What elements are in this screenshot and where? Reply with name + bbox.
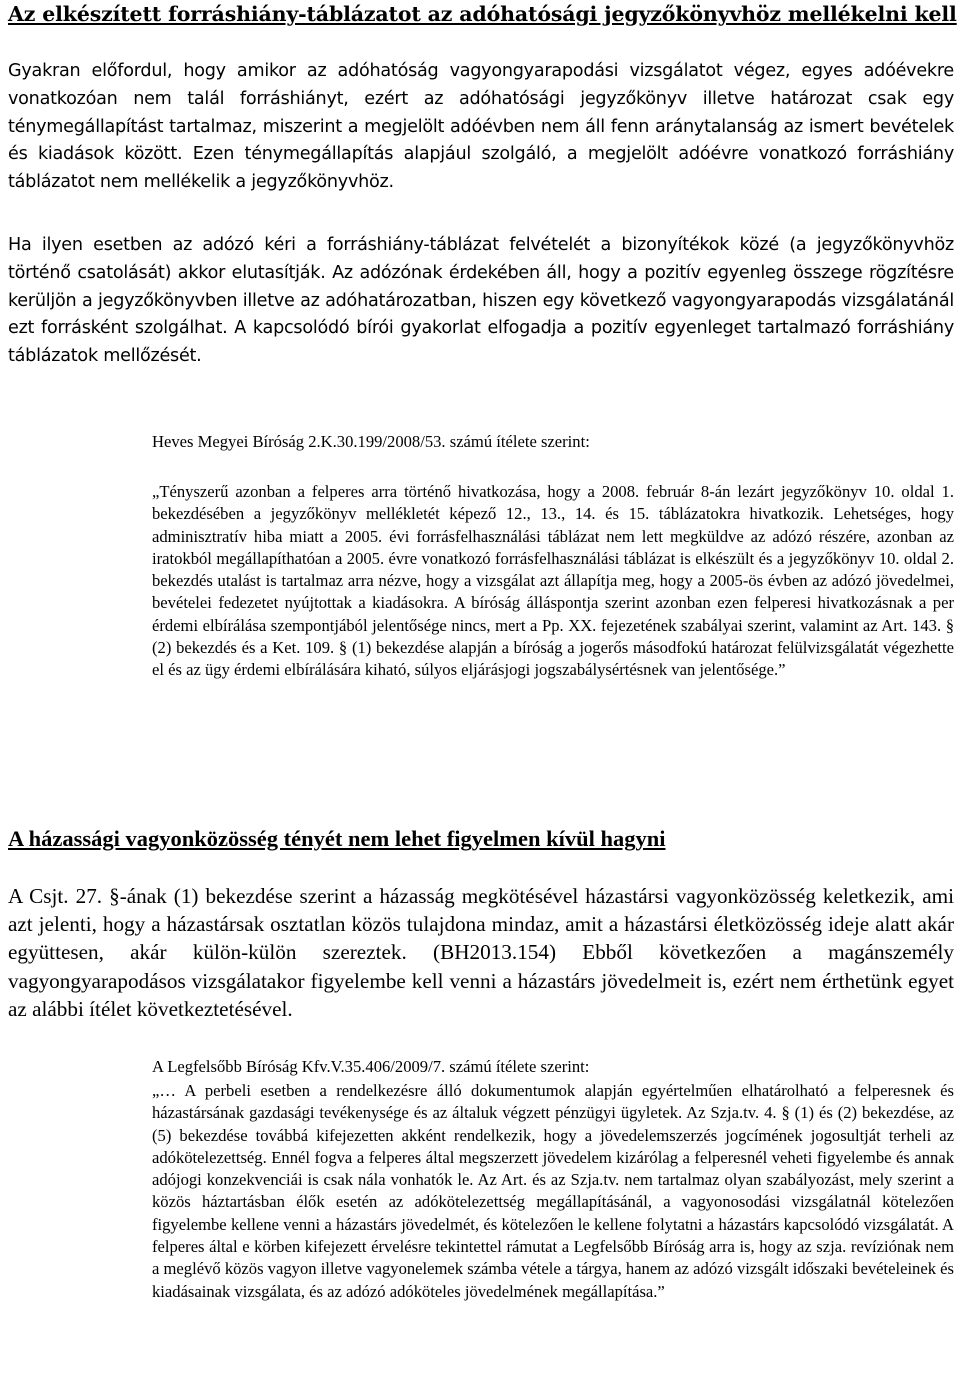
section2-citation: A Legfelsőbb Bíróság Kfv.V.35.406/2009/7. számú ítélete szerint:	[152, 1057, 590, 1076]
section1-heading: Az elkészített forráshiány-táblázatot az adóhatósági jegyzőkönyvhöz mellékelni kell	[8, 2, 957, 26]
section1-quote: „Tényszerű azonban a felperes arra történő hivatkozása, hogy a 2008. február 8-án lezárt jegyzőkönyv 10. oldal 1. bekezdésében a jegyzőkönyv mellékletét képező 12., 13., 14. és 15. táblázatokra hivatkozik. Lehetséges, hogy adminisztratív hiba miatt a 2005. évi forrásfelhasználási táblázat nem lett megküldve az adózó részére, azonban az iratokból megállapíthatóan a 2005. évre vonatkozó forrásfelhasználási táblázat is elkészült és a jegyzőkönyv 10. oldal 2. bekezdés utalást is tartalmaz arra nézve, hogy a vizsgálat azt állapítja meg, hogy a 2005-ös évben az adózó jövedelmei, bevételei fedezetet nyújtottak a kiadásokra. A bíróság álláspontja szerint azonban ezen felperesi hivatkozásnak a per érdemi elbírálása szempontjából jelentősége nincs, mert a Pp. XX. fejezetének szabályai szerint, valamint az Art. 143. § (2) bekezdés és a Ket. 109. § (1) bekezdése alapján a bíróság a jogerős másodfokú határozat felülvizsgálatát végezhette el és az ügy érdemi elbírálására kiható, súlyos eljárásjogi jogszabálysértésnek van jelentősége.”	[152, 482, 954, 680]
section2-heading: A házassági vagyonközösség tényét nem lehet figyelmen kívül hagyni	[8, 826, 666, 851]
section1-paragraph-1: Gyakran előfordul, hogy amikor az adóhatóság vagyongyarapodási vizsgálatot végez, egyes adóévekre vonatkozóan nem talál forráshiányt, ezért az adóhatósági jegyzőkönyv illetve határozat csak egy ténymegállapítást tartalmaz, miszerint a megjelölt adóévben nem áll fenn aránytalanság az ismert bevételek és kiadások között. Ezen ténymegállapítás alapjául szolgáló, a megjelölt adóévre vonatkozó forráshiány táblázatot nem mellékelik a jegyzőkönyvhöz.	[8, 61, 954, 193]
section1-citation: Heves Megyei Bíróság 2.K.30.199/2008/53. számú ítélete szerint:	[152, 432, 590, 451]
section2-paragraph-1: A Csjt. 27. §-ának (1) bekezdése szerint a házasság megkötésével házastársi vagyonközösség keletkezik, ami azt jelenti, hogy a házastársak osztatlan közös tulajdona mindaz, amit a házastársi életközösség ideje alatt akár együttesen, akár külön-külön szereztek. (BH2013.154) Ebből következően a magánszemély vagyongyarapodásos vizsgálatakor figyelembe kell venni a házastárs jövedelmeit is, ezért nem érthetünk egyet az alábbi ítélet következtetésével.	[8, 884, 954, 1021]
section1-paragraph-2: Ha ilyen esetben az adózó kéri a forráshiány-táblázat felvételét a bizonyítékok közé (a jegyzőkönyvhöz történő csatolását) akkor elutasítják. Az adózónak érdekében áll, hogy a pozitív egyenleg összege rögzítésre kerüljön a jegyzőkönyvben illetve az adóhatározatban, hiszen egy következő vagyongyarapodás vizsgálatánál ezt forrásként szolgálhat. A kapcsolódó bírói gyakorlat elfogadja a pozitív egyenleget tartalmazó forráshiány táblázatok mellőzését.	[8, 235, 954, 367]
section2-quote: „… A perbeli esetben a rendelkezésre álló dokumentumok alapján egyértelműen elhatárolható a felperesnek és házastársának gazdasági tevékenysége és az általuk végzett pénzügyi ügyletek. Az Szja.tv. 4. § (1) és (2) bekezdése, az (5) bekezdése továbbá kifejezetten akként rendelkezik, hogy a jövedelemszerzés jogcímének jogosultját terheli az adókötelezettség. Ennél fogva a felperes által megszerzett jövedelem kizárólag a felperesnél veheti figyelembe és annak adójogi konzekvenciái is csak nála vonhatók le. Az Art. és az Szja.tv. nem tartalmaz olyan szabályozást, mely szerint a közös háztartásban élők esetén az adókötelezettség megállapításánál, a vagyonosodási vizsgálatnál kötelezően figyelembe kellene venni a házastárs jövedelmét, és kötelezően le kellene folytatni a házastárs kapcsolódó vizsgálatát. A felperes által e körben kifejezett érvelésre tekintettel rámutat a Legfelsőbb Bíróság arra is, hogy az szja. revíziónak nem a meglévő közös vagyon illetve vagyonelemek számba vétele a tárgya, hanem az adózó vizsgált időszaki bevételeinek és kiadásainak vizsgálata, és az adózó adóköteles jövedelmének megállapítása.”	[152, 1081, 954, 1301]
